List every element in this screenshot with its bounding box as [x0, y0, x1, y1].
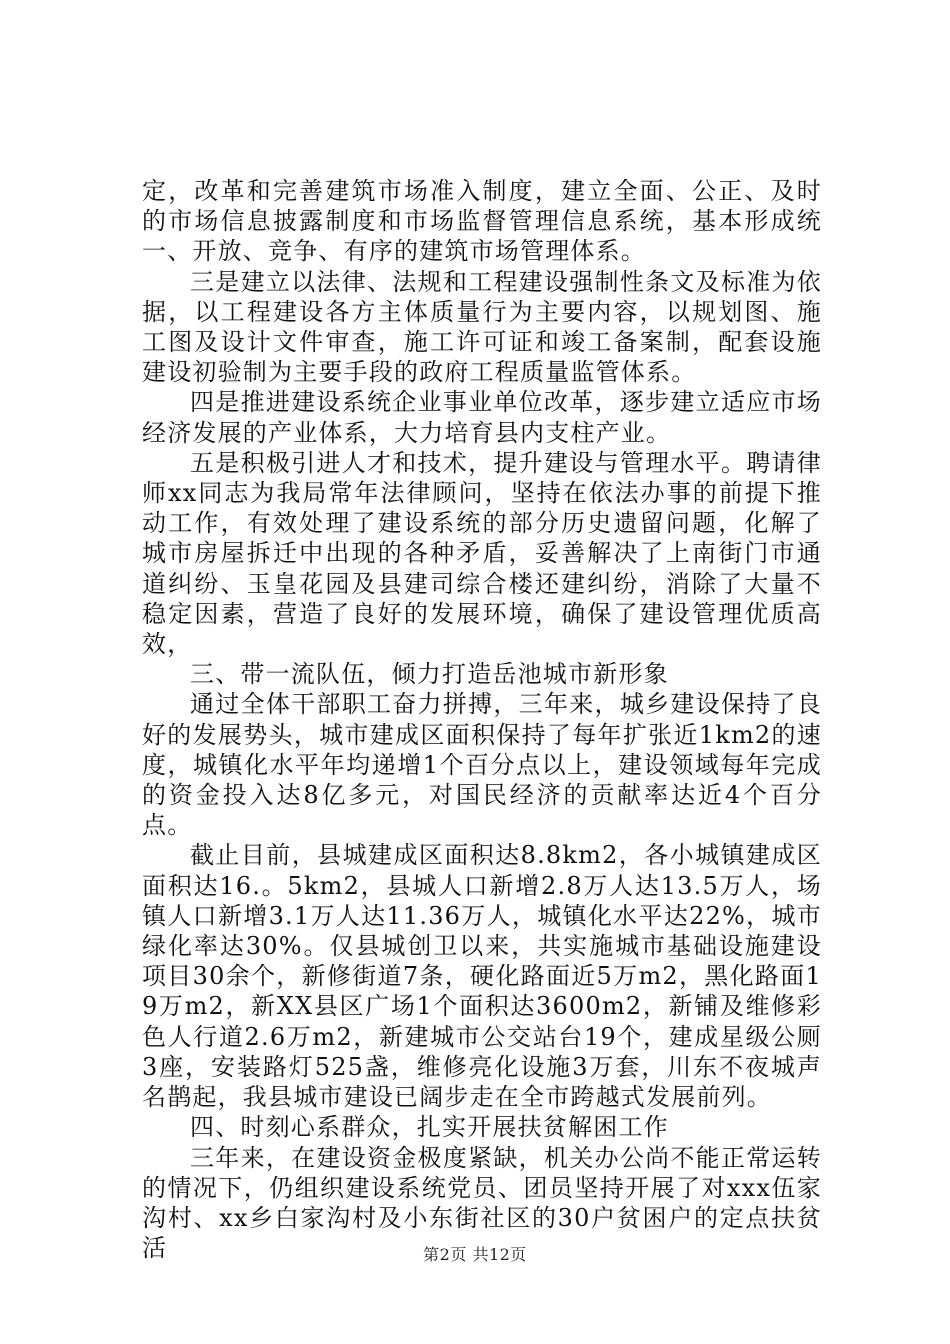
paragraph-1: 定，改革和完善建筑市场准入制度，建立全面、公正、及时的市场信息披露制度和市场监督管理信息系统，基本形成统一、开放、竞争、有序的建筑市场管理体系。	[142, 177, 822, 266]
paragraph-2: 三是建立以法律、法规和工程建设强制性条文及标准为依据，以工程建设各方主体质量行为主要内容，以规划图、施工图及设计文件审查，施工许可证和竣工备案制，配套设施建设初验制为主要手段的政府工程质量监管体系。	[142, 267, 822, 387]
paragraph-3: 四是推进建设系统企业事业单位改革，逐步建立适应市场经济发展的产业体系，大力培育县内支柱产业。	[142, 388, 822, 447]
document-body	[142, 176, 822, 1263]
paragraph-7: 三年来，在建设资金极度紧缺，机关办公尚不能正常运转的情况下，仍组织建设系统党员、团员坚持开展了对xxx伍家沟村、xx乡白家沟村及小东街社区的30户贫困户的定点扶贫活	[142, 1143, 822, 1263]
paragraph-6: 截止目前，县城建成区面积达8.8km2，各小城镇建成区面积达16.。5km2，县城人口新增2.8万人达13.5万人，场镇人口新增3.1万人达11.36万人，城镇化水平达22%，城市绿化率达30%。仅县城创卫以来，共实施城市基础设施建设项目30余个，新修街道7条，硬化路面近5万m2，黑化路面19万m2，新XX县区广场1个面积达3600m2，新铺及维修彩色人行道2.6万m2，新建城市公交站台19个，建成星级公厕3座，安装路灯525盏，维修亮化设施3万套，川东不夜城声名鹊起，我县城市建设已阔步走在全市跨越式发展前列。	[142, 841, 822, 1112]
paragraph-4: 五是积极引进人才和技术，提升建设与管理水平。聘请律师xx同志为我局常年法律顾问，坚持在依法办事的前提下推动工作，有效处理了建设系统的部分历史遗留问题，化解了城市房屋拆迁中出现的各种矛盾，妥善解决了上南街门市通道纠纷、玉皇花园及县建司综合楼还建纠纷，消除了大量不稳定因素，营造了良好的发展环境，确保了建设管理优质高效，	[142, 448, 822, 659]
page-footer: 第2页 共12页	[423, 1245, 527, 1264]
section-heading-3: 三、带一流队伍，倾力打造岳池城市新形象	[190, 660, 669, 689]
paragraph-5: 通过全体干部职工奋力拼搏，三年来，城乡建设保持了良好的发展势头，城市建成区面积保持了每年扩张近1km2的速度，城镇化水平年均递增1个百分点以上，建设领域每年完成的资金投入达8亿多元，对国民经济的贡献率达近4个百分点。	[142, 690, 822, 840]
section-heading-4: 四、时刻心系群众，扎实开展扶贫解困工作	[190, 1113, 669, 1142]
